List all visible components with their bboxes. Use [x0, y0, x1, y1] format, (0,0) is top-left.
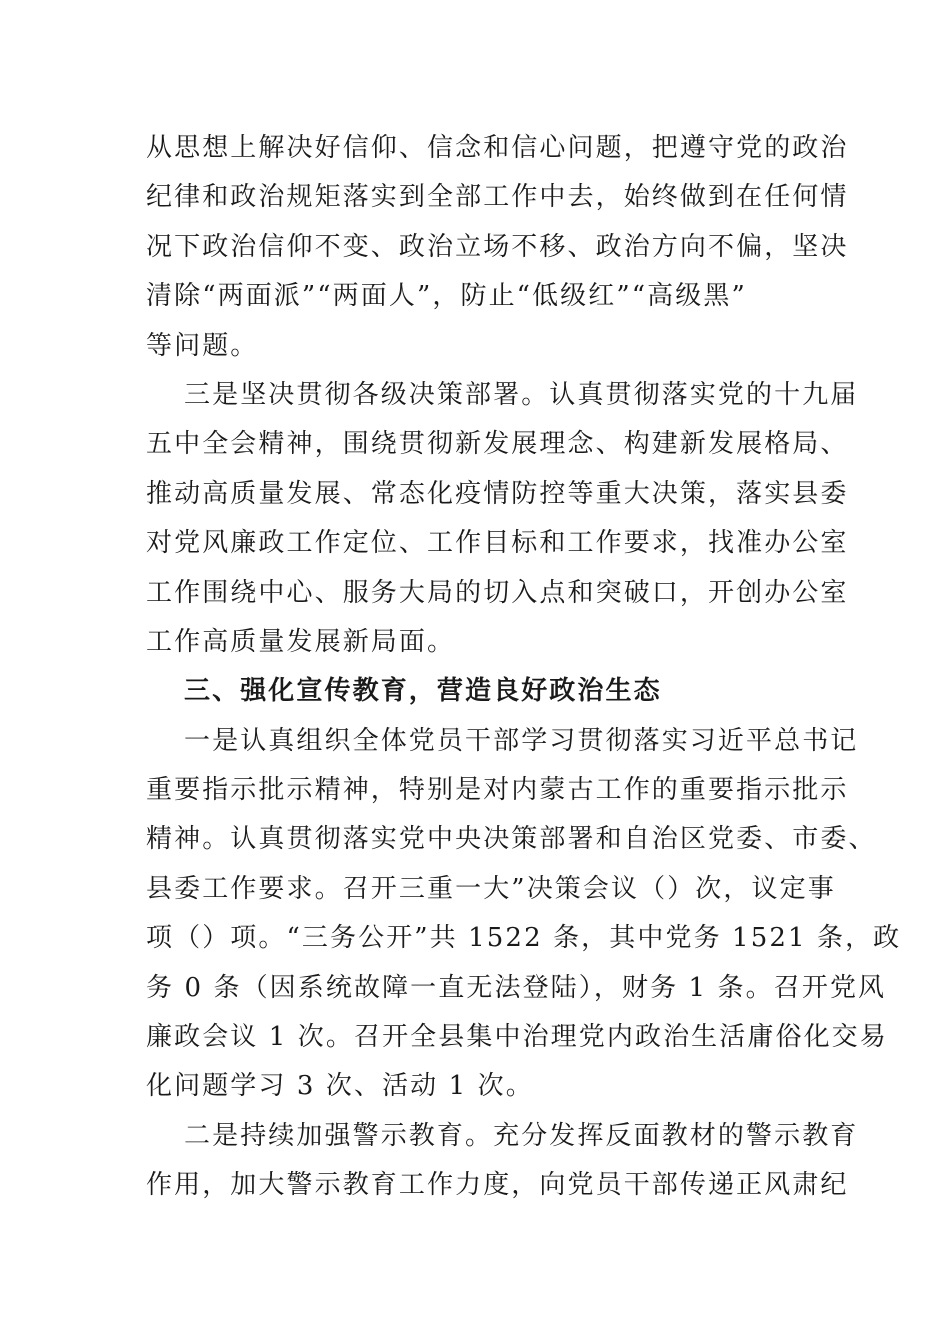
paragraph-line: 县委工作要求。召开三重一大”决策会议（）次，议定事	[146, 873, 836, 904]
paragraph-line: 重要指示批示精神，特别是对内蒙古工作的重要指示批示	[146, 775, 849, 806]
paragraph-line: 工作围绕中心、服务大局的切入点和突破口，开创办公室	[146, 577, 849, 608]
section-heading: 三、强化宣传教育，营造良好政治生态	[184, 676, 662, 707]
paragraph-line: 廉政会议 1 次。召开全县集中治理党内政治生活庸俗化交易	[146, 1022, 888, 1053]
paragraph-line: 精神。认真贯彻落实党中央决策部署和自治区党委、市委、	[146, 824, 877, 855]
paragraph-line: 工作高质量发展新局面。	[146, 626, 456, 657]
paragraph-line: 从思想上解决好信仰、信念和信心问题，把遵守党的政治	[146, 133, 849, 163]
paragraph-line: 等问题。	[146, 330, 259, 361]
paragraph-line: 作用，加大警示教育工作力度，向党员干部传递正风肃纪	[146, 1170, 849, 1201]
paragraph-line: 五中全会精神，围绕贯彻新发展理念、构建新发展格局、	[146, 429, 849, 460]
paragraph-line: 推动高质量发展、常态化疫情防控等重大决策，落实县委	[146, 478, 849, 509]
paragraph-line: 项（）项。“三务公开”共 1522 条，其中党务 1521 条，政	[146, 923, 902, 954]
paragraph-line: 纪律和政治规矩落实到全部工作中去，始终做到在任何情	[146, 182, 849, 213]
paragraph-line: 三是坚决贯彻各级决策部署。认真贯彻落实党的十九届	[184, 379, 859, 410]
paragraph-line: 务 0 条（因系统故障一直无法登陆），财务 1 条。召开党风	[146, 972, 887, 1003]
paragraph-line: 化问题学习 3 次、活动 1 次。	[146, 1071, 534, 1102]
paragraph-line: 清除“两面派”“两面人”，防止“低级红”“高级黑”	[146, 281, 747, 312]
paragraph-line: 二是持续加强警示教育。充分发挥反面教材的警示教育	[184, 1120, 859, 1151]
paragraph-line: 一是认真组织全体党员干部学习贯彻落实习近平总书记	[184, 725, 859, 756]
paragraph-line: 况下政治信仰不变、政治立场不移、政治方向不偏，坚决	[146, 231, 849, 262]
document-body	[146, 124, 902, 1211]
paragraph-line: 对党风廉政工作定位、工作目标和工作要求，找准办公室	[146, 528, 849, 559]
